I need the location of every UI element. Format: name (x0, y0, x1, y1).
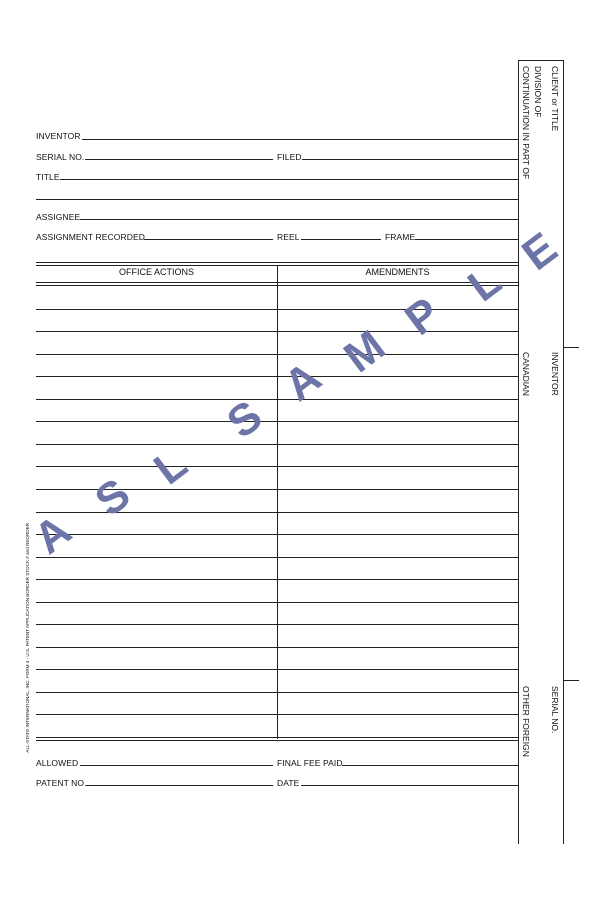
table-row-line[interactable] (36, 557, 518, 558)
frame-line[interactable] (415, 239, 518, 240)
filed-label: FILED (277, 152, 302, 162)
watermark-letter: S (218, 391, 272, 449)
title-line-2[interactable] (36, 199, 518, 200)
reel-label: REEL (277, 232, 300, 242)
table-row-line[interactable] (36, 669, 518, 670)
watermark-letter: E (513, 223, 567, 281)
canadian-label: CANADIAN (521, 352, 531, 396)
filed-line[interactable] (302, 159, 518, 160)
inventor-label: INVENTOR (36, 131, 81, 141)
table-row-line[interactable] (36, 579, 518, 580)
title-label: TITLE (36, 172, 60, 182)
date-label: DATE (277, 778, 300, 788)
final-fee-paid-line[interactable] (342, 765, 518, 766)
watermark-letter: A (25, 505, 81, 564)
patent-no-label: PATENT NO. (36, 778, 87, 788)
allowed-label: ALLOWED (36, 758, 79, 768)
watermark-letter: L (459, 255, 511, 312)
other-foreign-label: OTHER FOREIGN (521, 686, 531, 757)
table-row-line[interactable] (36, 624, 518, 625)
table-row-line[interactable] (36, 444, 518, 445)
title-line-1[interactable] (60, 179, 518, 180)
office-actions-header: OFFICE ACTIONS (118, 267, 194, 277)
serial-no-label: SERIAL NO. (36, 152, 85, 162)
watermark-letter: S (86, 469, 140, 527)
patent-no-line[interactable] (86, 785, 273, 786)
form-fine-print: ALL-STATE INTERNATIONAL, INC. FORM 4 - U.S. PATENT APPLICATION BORDER STOCK # and REORDER (25, 523, 30, 753)
side-column-top-border (518, 60, 564, 61)
allowed-line[interactable] (80, 765, 273, 766)
frame-label: FRAME (385, 232, 416, 242)
table-bottom-rule-2 (36, 740, 518, 741)
watermark-letter: A (275, 352, 331, 411)
table-row-line[interactable] (36, 692, 518, 693)
division-of-label: DIVISION OF (533, 66, 543, 118)
reel-line[interactable] (301, 239, 381, 240)
table-row-line[interactable] (36, 647, 518, 648)
side-column-right-border (563, 60, 564, 844)
inventor-line[interactable] (82, 139, 518, 140)
table-row-line[interactable] (36, 602, 518, 603)
client-or-title-label: CLIENT or TITLE (550, 66, 560, 132)
date-line[interactable] (301, 785, 518, 786)
table-row-line[interactable] (36, 714, 518, 715)
side-section-divider-2 (563, 680, 579, 681)
table-row-line[interactable] (36, 399, 518, 400)
amendments-header: AMENDMENTS (365, 267, 430, 277)
watermark-letter: M (335, 321, 395, 383)
watermark-letter: L (145, 438, 197, 495)
final-fee-paid-label: FINAL FEE PAID (277, 758, 343, 768)
table-top-rule-1 (36, 262, 518, 263)
side-serial-no-label: SERIAL NO. (550, 686, 560, 734)
assignee-label: ASSIGNEE (36, 212, 81, 222)
assignee-line[interactable] (80, 219, 518, 220)
table-row-line[interactable] (36, 354, 518, 355)
watermark-letter: P (396, 288, 450, 346)
side-section-divider-1 (563, 347, 579, 348)
table-bottom-rule-1 (36, 737, 518, 738)
side-inventor-label: INVENTOR (550, 352, 560, 396)
side-column-left-border (518, 60, 519, 844)
continuation-in-part-label: CONTINUATION IN PART OF (521, 66, 531, 180)
table-center-divider (277, 265, 278, 739)
assignment-recorded-label: ASSIGNMENT RECORDED (36, 232, 145, 242)
serial-no-line[interactable] (85, 159, 273, 160)
assignment-recorded-line[interactable] (144, 239, 273, 240)
